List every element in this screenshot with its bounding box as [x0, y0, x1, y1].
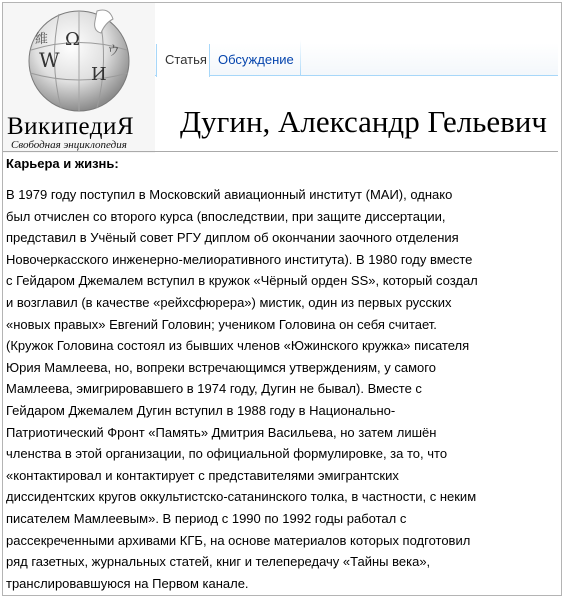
body-line: «новых правых» Евгений Головин; учеником Головина он себя считает. [6, 316, 437, 332]
tab-talk[interactable]: Обсуждение [218, 52, 294, 67]
body-line: Новочеркасского инженерно-мелиоративного института). В 1980 году вместе [6, 251, 473, 267]
logo-wordmark: ВикипедиЯ [7, 113, 134, 140]
body-line: Патриотический Фронт «Память» Дмитрия Васильева, но затем лишён [6, 424, 437, 440]
logo-tagline: Свободная энциклопедия [11, 139, 127, 151]
body-line: и возглавил (в качестве «рейхсфюрера») мистик, один из первых русских [6, 294, 452, 310]
title-divider [3, 151, 558, 152]
tab-divider [300, 40, 301, 76]
section-heading: Карьера и жизнь: [6, 156, 119, 171]
globe-glyph-wei: 維 [35, 32, 49, 47]
globe-glyph-w: W [39, 48, 60, 72]
body-line: «контактировал и контактирует с представителями эмигрантских [6, 467, 399, 483]
globe-glyph-omega: Ω [65, 29, 80, 50]
body-line: (Кружок Головина состоял из бывших членов «Южинского кружка» писателя [6, 338, 470, 354]
page-title: Дугин, Александр Гельевич [180, 104, 547, 139]
body-line: был отчислен со второго курса (впоследствии, при защите диссертации, [6, 208, 446, 224]
wikipedia-logo[interactable] [3, 3, 155, 153]
body-line: представил в Учёный совет РГУ диплом об окончании заочного отделения [6, 230, 459, 246]
body-line: членства в этой организации, по официальной формулировке, за то, что [6, 446, 448, 462]
tab-article[interactable]: Статья [156, 44, 210, 77]
body-line: диссидентских кругов оккультистско-сатанинского толка, в частности, с неким [6, 489, 477, 505]
body-line: с Гейдаром Джемалем вступил в кружок «Чёрный орден SS», который создал [6, 273, 478, 289]
body-line: Мамлеева, эмигрировавшего в 1974 году, Дугин не бывал). Вместе с [6, 381, 422, 397]
body-line: писателем Мамлеевым». В период с 1990 по 1992 годы работал с [6, 510, 407, 526]
body-line: В 1979 году поступил в Московский авиационный институт (МАИ), однако [6, 187, 453, 202]
body-line: Юрия Мамлеева, но, вопреки встречающимся утверждениям, у самого [6, 359, 436, 375]
body-line: рассекреченными архивами КГБ, на основе материалов которых подготовил [6, 532, 471, 548]
globe-glyph-i: И [91, 64, 107, 85]
body-line: Гейдаром Джемалем Дугин вступил в 1988 году в Национально- [6, 402, 396, 418]
globe-glyph-u: ウ [107, 44, 121, 59]
body-line: транслировавшуюся на Первом канале. [6, 575, 249, 591]
puzzle-globe-icon [9, 5, 149, 113]
body-line: ряд газетных, журнальных статей, книг и телепередачу «Тайны века», [6, 554, 431, 570]
article-body [6, 184, 546, 594]
